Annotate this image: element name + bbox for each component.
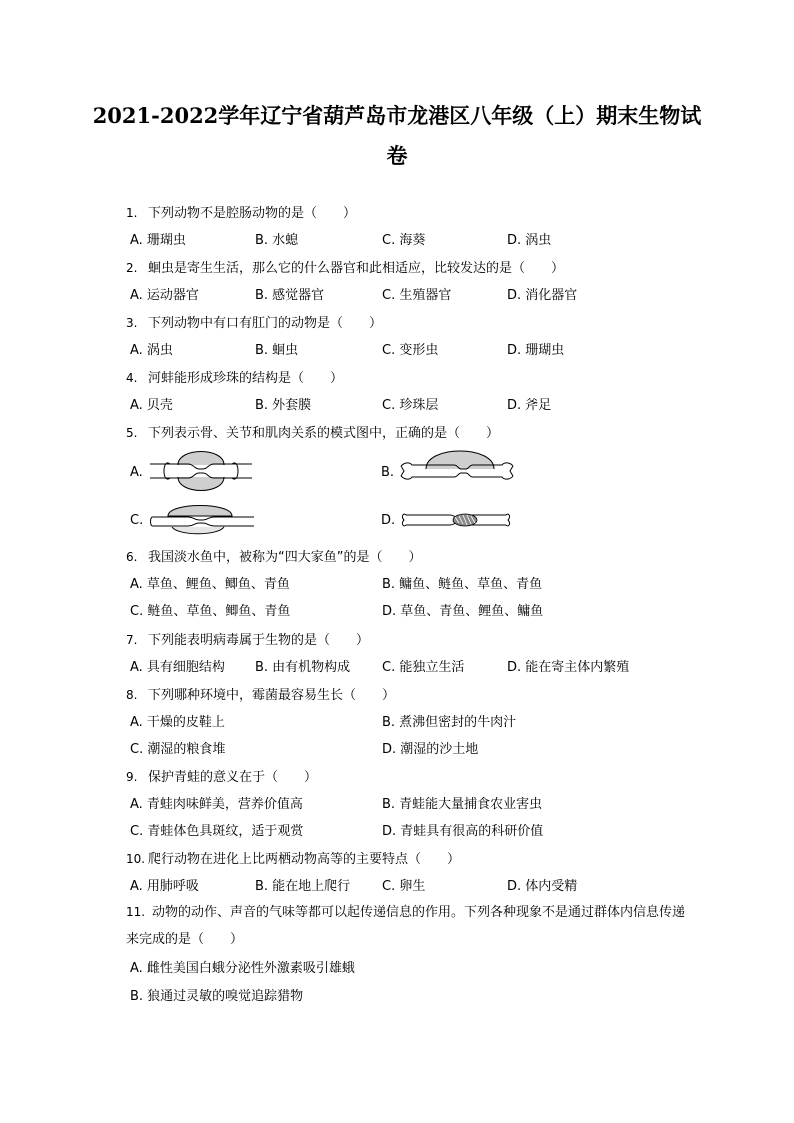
question-11	[126, 899, 691, 953]
option-b[interactable]: B. 鳙鱼、鲢鱼、草鱼、青鱼	[382, 577, 543, 592]
question-2	[126, 260, 564, 277]
exam-title	[90, 96, 704, 176]
option-c[interactable]: C. 青蛙体色具斑纹，适于观赏	[130, 824, 304, 839]
question-number: 6.	[126, 550, 138, 564]
question-number: 2.	[126, 261, 138, 275]
question-number: 1.	[126, 206, 138, 220]
option-d[interactable]: D. 能在寄主体内繁殖	[507, 660, 630, 675]
question-7	[126, 632, 369, 649]
option-c[interactable]: C. 变形虫	[382, 343, 439, 358]
question-3	[126, 315, 382, 332]
bone-joint-muscle-diagram-d[interactable]	[398, 503, 516, 537]
option-a[interactable]: A. 贝壳	[130, 398, 173, 413]
question-number: 9.	[126, 770, 138, 784]
option-a[interactable]: A. 运动器官	[130, 288, 199, 303]
question-text: 我国淡水鱼中，被称为“四大家鱼”的是（ ）	[148, 550, 422, 565]
option-a[interactable]: A. 青蛙肉味鲜美，营养价值高	[130, 797, 303, 812]
question-text: 河蚌能形成珍珠的结构是（ ）	[148, 371, 344, 386]
option-c[interactable]: C. 生殖器官	[382, 288, 452, 303]
question-1	[126, 205, 356, 222]
question-number: 3.	[126, 316, 138, 330]
question-6	[126, 549, 421, 566]
bone-joint-muscle-diagram-a[interactable]	[148, 449, 254, 493]
question-text: 下列能表明病毒属于生物的是（ ）	[148, 633, 370, 648]
option-a[interactable]: A. 珊瑚虫	[130, 233, 186, 248]
question-text: 下列表示骨、关节和肌肉关系的模式图中，正确的是（ ）	[148, 426, 500, 441]
option-a[interactable]: A. 雌性美国白蛾分泌性外激素吸引雄蛾	[130, 961, 355, 976]
option-a[interactable]: A. 草鱼、鲤鱼、鲫鱼、青鱼	[130, 577, 290, 592]
option-b[interactable]: B. 感觉器官	[255, 288, 325, 303]
question-10	[126, 851, 460, 868]
option-d[interactable]: D. 草鱼、青鱼、鲤鱼、鳙鱼	[382, 604, 544, 619]
question-number: 5.	[126, 426, 138, 440]
question-text: 下列哪种环境中，霉菌最容易生长（ ）	[148, 688, 396, 703]
option-a[interactable]: A. 具有细胞结构	[130, 660, 225, 675]
question-text: 下列动物不是腔肠动物的是（ ）	[148, 206, 357, 221]
option-c[interactable]: C. 潮湿的粮食堆	[130, 742, 226, 757]
option-c[interactable]: C. 卵生	[382, 879, 426, 894]
option-b[interactable]: B. 水螅	[255, 233, 299, 248]
option-b[interactable]: B.	[381, 465, 395, 480]
question-number: 7.	[126, 633, 138, 647]
option-b[interactable]: B. 蛔虫	[255, 343, 299, 358]
title-line-1: 2021-2022学年辽宁省葫芦岛市龙港区八年级（上）期末生物试	[92, 103, 702, 128]
question-text: 爬行动物在进化上比两栖动物高等的主要特点（ ）	[148, 852, 461, 867]
option-d[interactable]: D. 珊瑚虫	[507, 343, 565, 358]
option-b[interactable]: B. 外套膜	[255, 398, 312, 413]
option-d[interactable]: D. 消化器官	[507, 288, 578, 303]
option-c[interactable]: C. 海葵	[382, 233, 426, 248]
question-9	[126, 769, 317, 786]
bone-joint-muscle-diagram-c[interactable]	[148, 500, 258, 540]
option-a[interactable]: A. 涡虫	[130, 343, 173, 358]
question-number: 10.	[126, 852, 146, 866]
option-b[interactable]: B. 狼通过灵敏的嗅觉追踪猎物	[130, 989, 304, 1004]
option-c[interactable]: C.	[130, 513, 144, 528]
option-b[interactable]: B. 能在地上爬行	[255, 879, 351, 894]
question-text: 动物的动作、声音的气味等都可以起传递信息的作用。下列各种现象不是通过群体内信息传递来完成的是（ ）	[126, 905, 686, 947]
option-d[interactable]: D. 斧足	[507, 398, 552, 413]
question-number: 8.	[126, 688, 138, 702]
option-d[interactable]: D. 潮湿的沙土地	[382, 742, 479, 757]
option-c[interactable]: C. 珍珠层	[382, 398, 439, 413]
question-text: 保护青蛙的意义在于（ ）	[148, 770, 318, 785]
question-number: 11.	[126, 905, 146, 919]
question-8	[126, 687, 395, 704]
question-text: 下列动物中有口有肛门的动物是（ ）	[148, 316, 383, 331]
question-number: 4.	[126, 371, 138, 385]
question-5	[126, 425, 499, 442]
option-d[interactable]: D. 青蛙具有很高的科研价值	[382, 824, 544, 839]
option-b[interactable]: B. 由有机物构成	[255, 660, 351, 675]
option-a[interactable]: A.	[130, 465, 143, 480]
option-d[interactable]: D. 涡虫	[507, 233, 552, 248]
option-b[interactable]: B. 煮沸但密封的牛肉汁	[382, 715, 517, 730]
question-4	[126, 370, 343, 387]
title-line-2: 卷	[386, 143, 408, 168]
option-b[interactable]: B. 青蛙能大量捕食农业害虫	[382, 797, 543, 812]
option-d[interactable]: D.	[381, 513, 396, 528]
question-text: 蛔虫是寄生生活，那么它的什么器官和此相适应，比较发达的是（ ）	[148, 261, 565, 276]
option-c[interactable]: C. 能独立生活	[382, 660, 465, 675]
bone-joint-muscle-diagram-b[interactable]	[398, 449, 516, 493]
option-a[interactable]: A. 干燥的皮鞋上	[130, 715, 225, 730]
option-d[interactable]: D. 体内受精	[507, 879, 578, 894]
option-a[interactable]: A. 用肺呼吸	[130, 879, 199, 894]
option-c[interactable]: C. 鲢鱼、草鱼、鲫鱼、青鱼	[130, 604, 291, 619]
